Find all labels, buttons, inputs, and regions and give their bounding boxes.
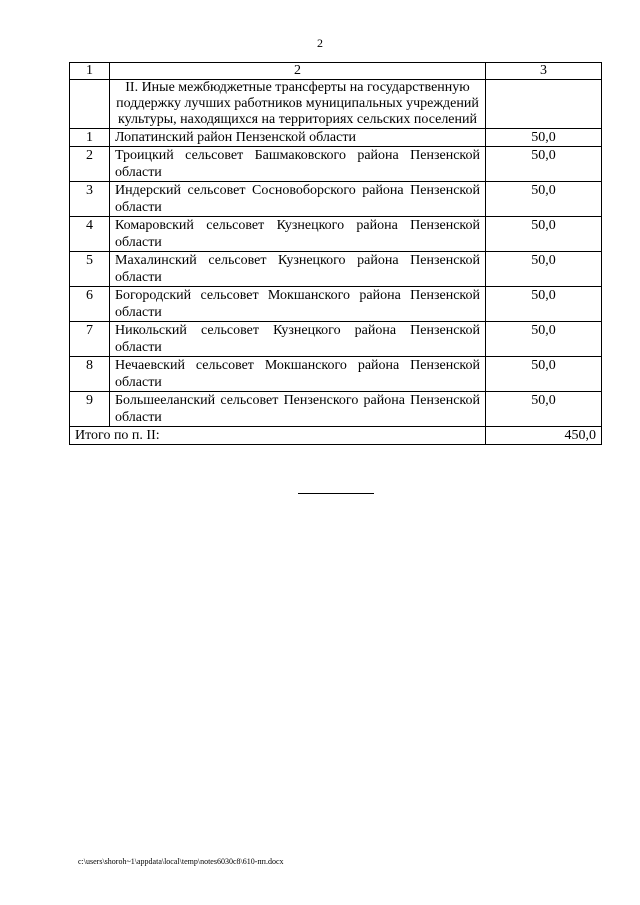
row-name: Нечаевский сельсовет Мокшанского района Пензенской области — [110, 357, 486, 392]
column-header-1: 1 — [70, 63, 110, 80]
column-header-3: 3 — [486, 63, 602, 80]
row-name: Большееланский сельсовет Пензенского района Пензенской области — [110, 392, 486, 427]
row-number: 9 — [70, 392, 110, 427]
section-title-empty-cell — [70, 80, 110, 129]
row-value: 50,0 — [486, 322, 602, 357]
table-row — [70, 129, 602, 147]
row-name: Богородский сельсовет Мокшанского района Пензенской области — [110, 287, 486, 322]
row-name: Комаровский сельсовет Кузнецкого района Пензенской области — [110, 217, 486, 252]
total-label: Итого по п. II: — [70, 427, 486, 445]
row-number: 4 — [70, 217, 110, 252]
column-header-2: 2 — [110, 63, 486, 80]
row-name: Троицкий сельсовет Башмаковского района Пензенской области — [110, 147, 486, 182]
total-value: 450,0 — [486, 427, 602, 445]
row-number: 3 — [70, 182, 110, 217]
separator-line — [298, 493, 374, 494]
section-title-row — [70, 80, 602, 129]
row-value: 50,0 — [486, 147, 602, 182]
row-value: 50,0 — [486, 217, 602, 252]
row-value: 50,0 — [486, 357, 602, 392]
row-value: 50,0 — [486, 252, 602, 287]
table-row — [70, 147, 602, 182]
row-value: 50,0 — [486, 129, 602, 147]
row-name: Индерский сельсовет Сосновоборского района Пензенской области — [110, 182, 486, 217]
transfers-table — [69, 62, 602, 445]
section-title: II. Иные межбюджетные трансферты на государственную поддержку лучших работников муниципальных учреждений культуры, находящихся на территориях сельских поселений — [110, 80, 486, 129]
row-name: Никольский сельсовет Кузнецкого района Пензенской области — [110, 322, 486, 357]
table-row — [70, 252, 602, 287]
row-number: 5 — [70, 252, 110, 287]
row-value: 50,0 — [486, 182, 602, 217]
row-name: Лопатинский район Пензенской области — [110, 129, 486, 147]
row-name: Махалинский сельсовет Кузнецкого района Пензенской области — [110, 252, 486, 287]
header-row — [70, 63, 602, 80]
row-number: 6 — [70, 287, 110, 322]
row-value: 50,0 — [486, 392, 602, 427]
row-number: 2 — [70, 147, 110, 182]
file-path: c:\users\shoroh~1\appdata\local\temp\notes6030c8\610-пп.docx — [78, 857, 284, 866]
table-row — [70, 392, 602, 427]
table-row — [70, 322, 602, 357]
table-row — [70, 357, 602, 392]
row-number: 8 — [70, 357, 110, 392]
table-row — [70, 182, 602, 217]
section-title-value-cell — [486, 80, 602, 129]
row-value: 50,0 — [486, 287, 602, 322]
page-number: 2 — [317, 36, 323, 50]
table-row — [70, 287, 602, 322]
table-body — [70, 63, 602, 445]
table-row — [70, 217, 602, 252]
total-row — [70, 427, 602, 445]
row-number: 1 — [70, 129, 110, 147]
row-number: 7 — [70, 322, 110, 357]
